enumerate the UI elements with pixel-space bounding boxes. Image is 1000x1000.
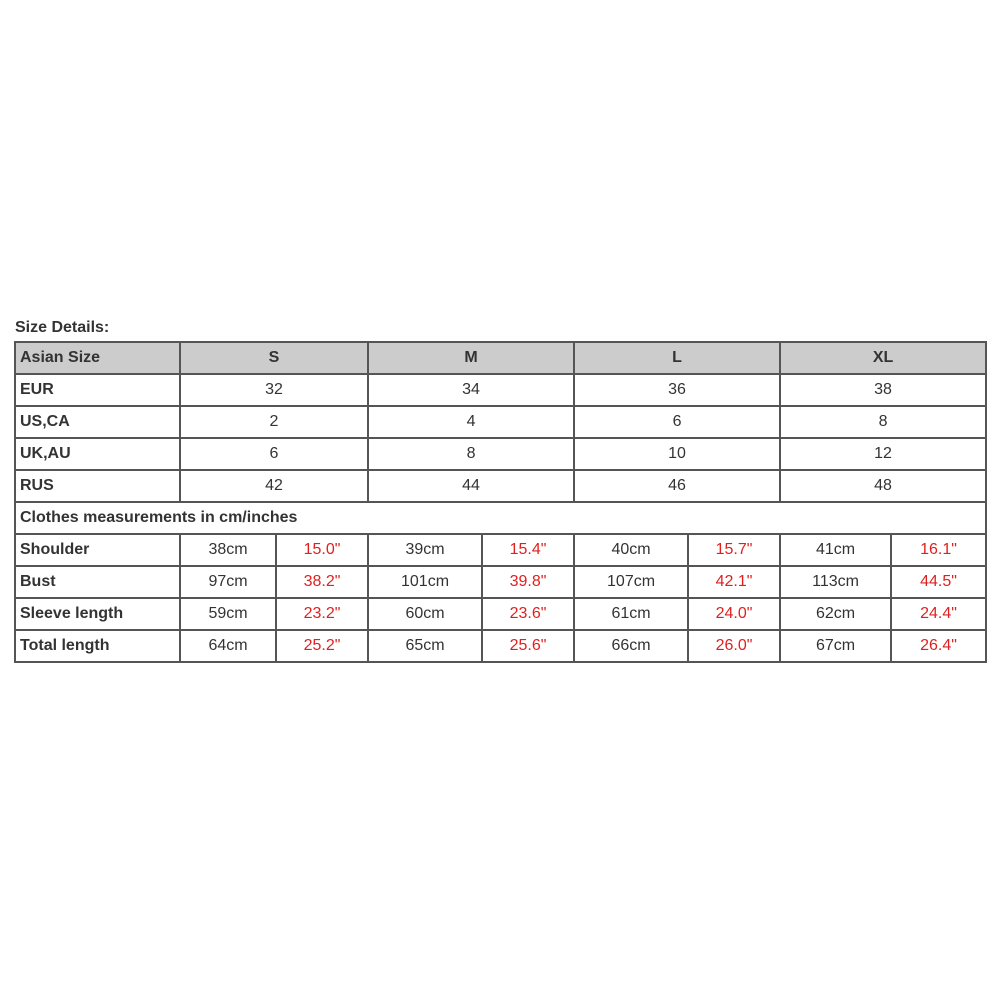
table-cell: 6 [180, 438, 368, 470]
inch-cell: 26.0" [688, 630, 780, 662]
inch-cell: 42.1" [688, 566, 780, 598]
table-cell: 36 [574, 374, 780, 406]
inch-cell: 25.6" [482, 630, 574, 662]
inch-cell: 39.8" [482, 566, 574, 598]
cm-cell: 107cm [574, 566, 688, 598]
cm-cell: 67cm [780, 630, 891, 662]
inch-cell: 26.4" [891, 630, 986, 662]
table-cell: 2 [180, 406, 368, 438]
cm-cell: 101cm [368, 566, 482, 598]
table-cell: 8 [780, 406, 986, 438]
cm-cell: 38cm [180, 534, 276, 566]
table-cell: 4 [368, 406, 574, 438]
row-label: Total length [15, 630, 180, 662]
inch-cell: 15.0" [276, 534, 368, 566]
table-cell: 12 [780, 438, 986, 470]
table-cell: 44 [368, 470, 574, 502]
table-cell: 42 [180, 470, 368, 502]
cm-cell: 62cm [780, 598, 891, 630]
table-cell: 38 [780, 374, 986, 406]
measurements-heading: Clothes measurements in cm/inches [15, 502, 986, 534]
inch-cell: 23.6" [482, 598, 574, 630]
header-row [15, 342, 986, 374]
row-label: US,CA [15, 406, 180, 438]
size-details-title: Size Details: [15, 319, 110, 336]
inch-cell: 38.2" [276, 566, 368, 598]
table-row-total-length [15, 630, 986, 662]
cm-cell: 40cm [574, 534, 688, 566]
cm-cell: 66cm [574, 630, 688, 662]
table-row-eur [15, 374, 986, 406]
cm-cell: 113cm [780, 566, 891, 598]
row-label: RUS [15, 470, 180, 502]
row-label: UK,AU [15, 438, 180, 470]
table-cell: 46 [574, 470, 780, 502]
size-chart-table [14, 341, 987, 663]
inch-cell: 24.4" [891, 598, 986, 630]
table-row-us-ca [15, 406, 986, 438]
table-cell: 48 [780, 470, 986, 502]
cm-cell: 60cm [368, 598, 482, 630]
header-label: Asian Size [15, 342, 180, 374]
inch-cell: 24.0" [688, 598, 780, 630]
table-row-sleeve-length [15, 598, 986, 630]
header-size-s: S [180, 342, 368, 374]
inch-cell: 44.5" [891, 566, 986, 598]
table-row-bust [15, 566, 986, 598]
header-size-xl: XL [780, 342, 986, 374]
row-label: Sleeve length [15, 598, 180, 630]
cm-cell: 97cm [180, 566, 276, 598]
inch-cell: 16.1" [891, 534, 986, 566]
table-row-rus [15, 470, 986, 502]
table-cell: 6 [574, 406, 780, 438]
table-cell: 34 [368, 374, 574, 406]
row-label: EUR [15, 374, 180, 406]
inch-cell: 15.7" [688, 534, 780, 566]
header-size-m: M [368, 342, 574, 374]
cm-cell: 65cm [368, 630, 482, 662]
table-cell: 10 [574, 438, 780, 470]
header-size-l: L [574, 342, 780, 374]
cm-cell: 64cm [180, 630, 276, 662]
table-cell: 32 [180, 374, 368, 406]
cm-cell: 59cm [180, 598, 276, 630]
cm-cell: 41cm [780, 534, 891, 566]
inch-cell: 23.2" [276, 598, 368, 630]
measurements-heading-row [15, 502, 986, 534]
inch-cell: 25.2" [276, 630, 368, 662]
table-row-shoulder [15, 534, 986, 566]
cm-cell: 39cm [368, 534, 482, 566]
table-row-uk-au [15, 438, 986, 470]
inch-cell: 15.4" [482, 534, 574, 566]
row-label: Bust [15, 566, 180, 598]
cm-cell: 61cm [574, 598, 688, 630]
row-label: Shoulder [15, 534, 180, 566]
table-cell: 8 [368, 438, 574, 470]
